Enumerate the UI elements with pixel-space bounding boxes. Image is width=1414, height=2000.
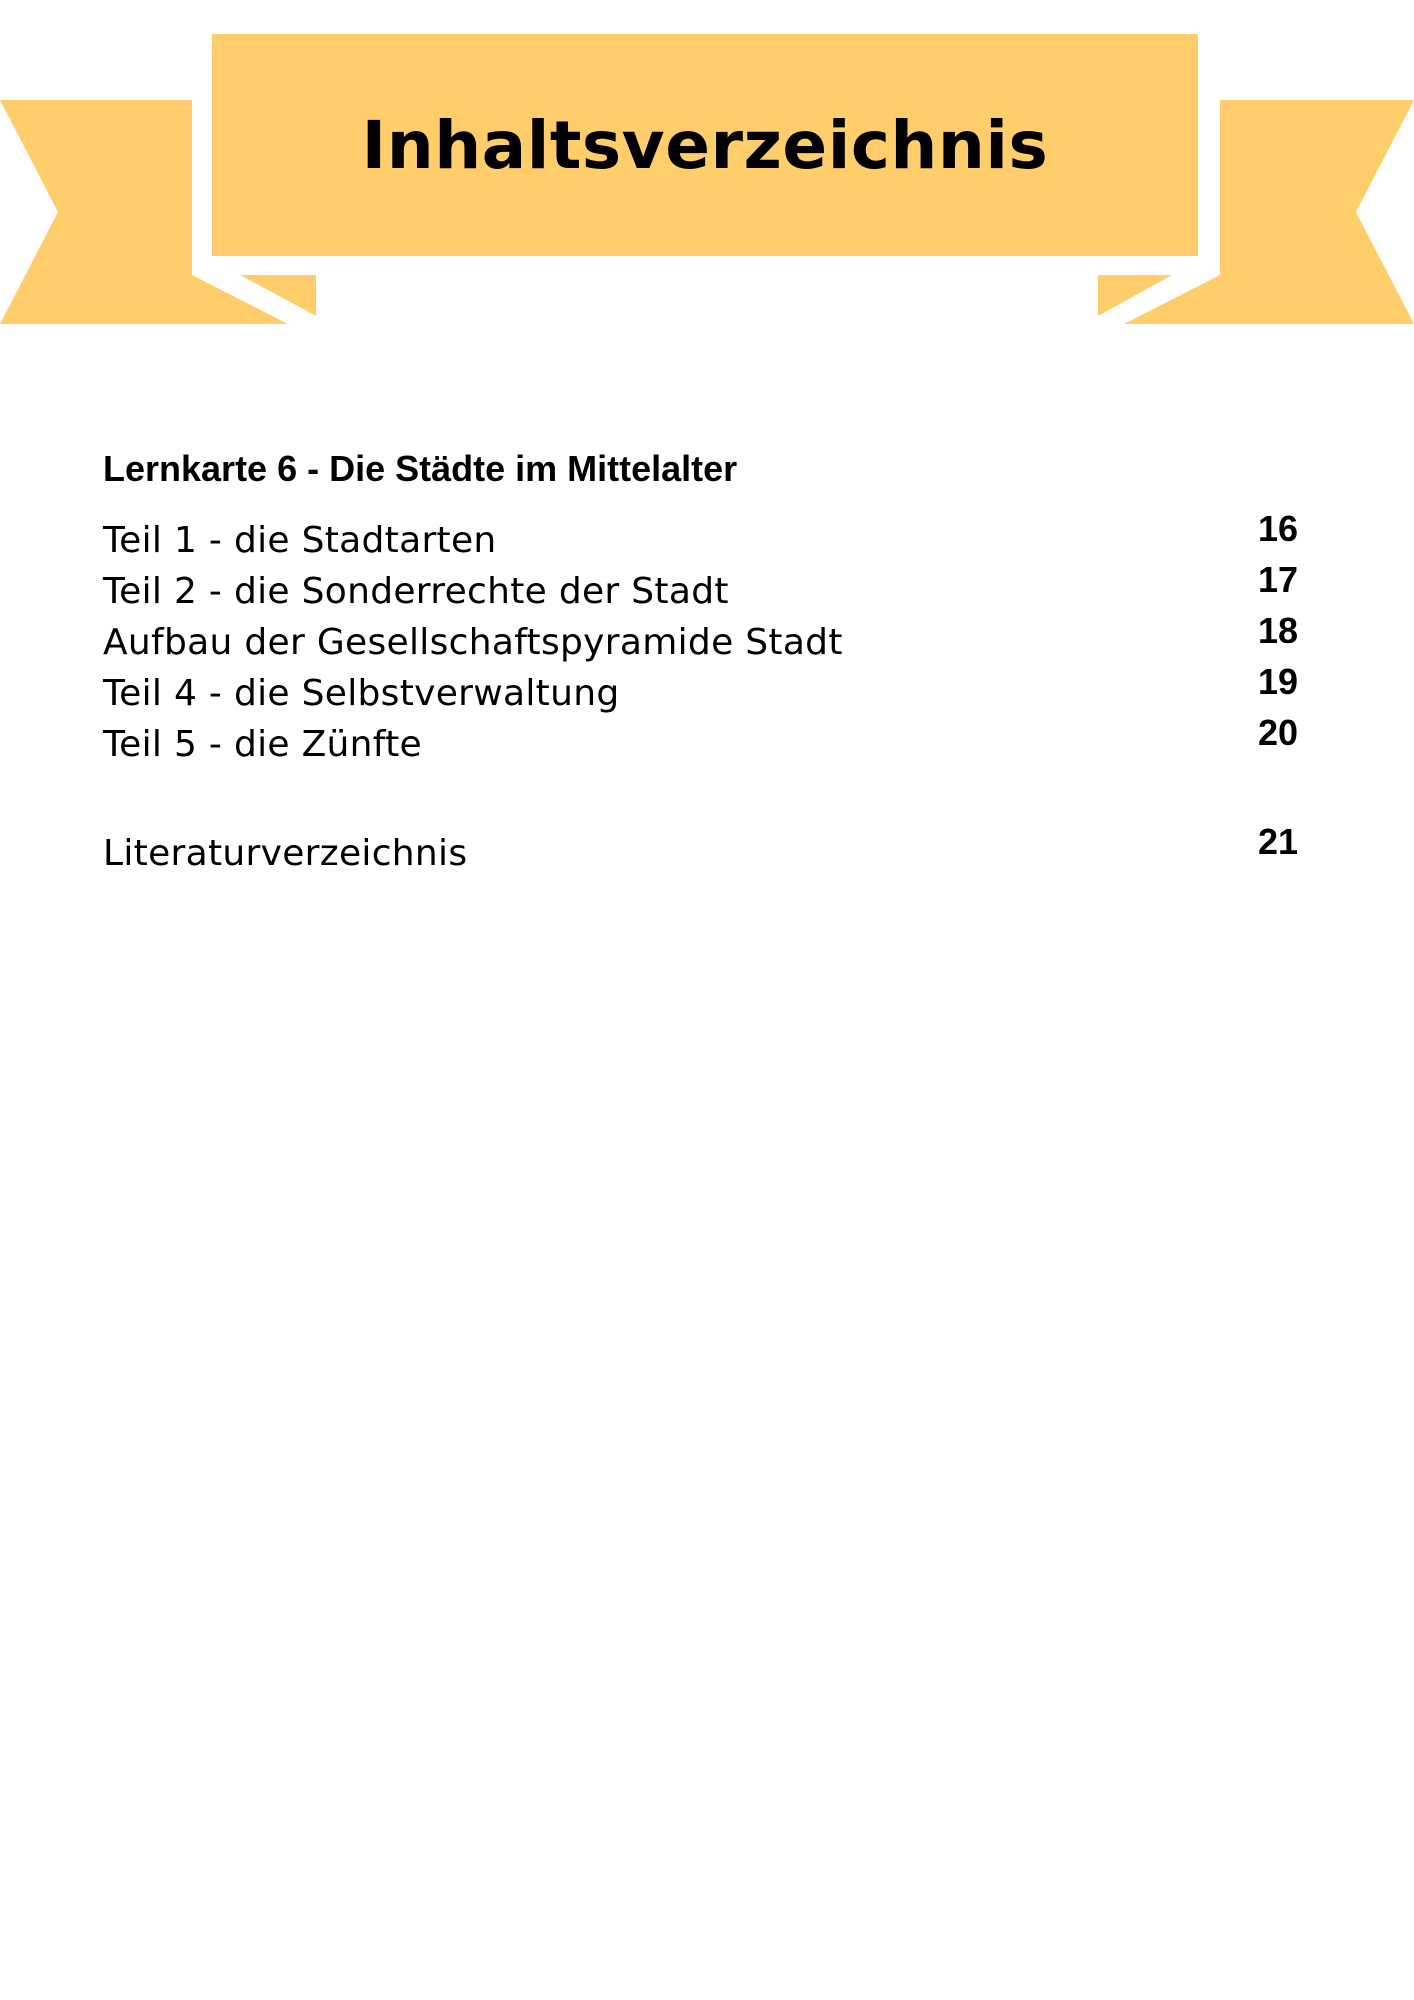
toc-entry-page: 21 (1257, 821, 1298, 862)
toc-entry-label: Teil 1 - die Stadtarten (103, 520, 497, 561)
toc-entry-label: Aufbau der Gesellschaftspyramide Stadt (103, 622, 843, 663)
toc-entry[interactable] (103, 507, 1298, 561)
toc-entry[interactable] (103, 558, 1298, 612)
toc-entry-bibliography[interactable] (103, 820, 1298, 874)
toc-entry-label: Literaturverzeichnis (103, 833, 468, 874)
toc-entry-label: Teil 2 - die Sonderrechte der Stadt (103, 571, 729, 612)
toc-entry-page: 19 (1257, 661, 1298, 702)
toc-entry-page: 18 (1257, 610, 1298, 651)
toc-entry-page: 17 (1257, 559, 1298, 600)
toc-entry[interactable] (103, 609, 1298, 663)
section-title: Lernkarte 6 - Die Städte im Mittelalter (103, 448, 738, 489)
toc-entry-page: 20 (1257, 712, 1298, 753)
toc-entry-label: Teil 5 - die Zünfte (103, 724, 422, 765)
toc-spacer (103, 762, 1298, 820)
title-ribbon-banner (0, 0, 1414, 340)
toc-entry-page: 16 (1257, 508, 1298, 549)
toc-entry[interactable] (103, 711, 1298, 765)
table-of-contents (103, 445, 1298, 874)
toc-entry-label: Teil 4 - die Selbstverwaltung (103, 673, 620, 714)
page-title: Inhaltsverzeichnis (361, 106, 1049, 184)
toc-entry[interactable] (103, 660, 1298, 714)
